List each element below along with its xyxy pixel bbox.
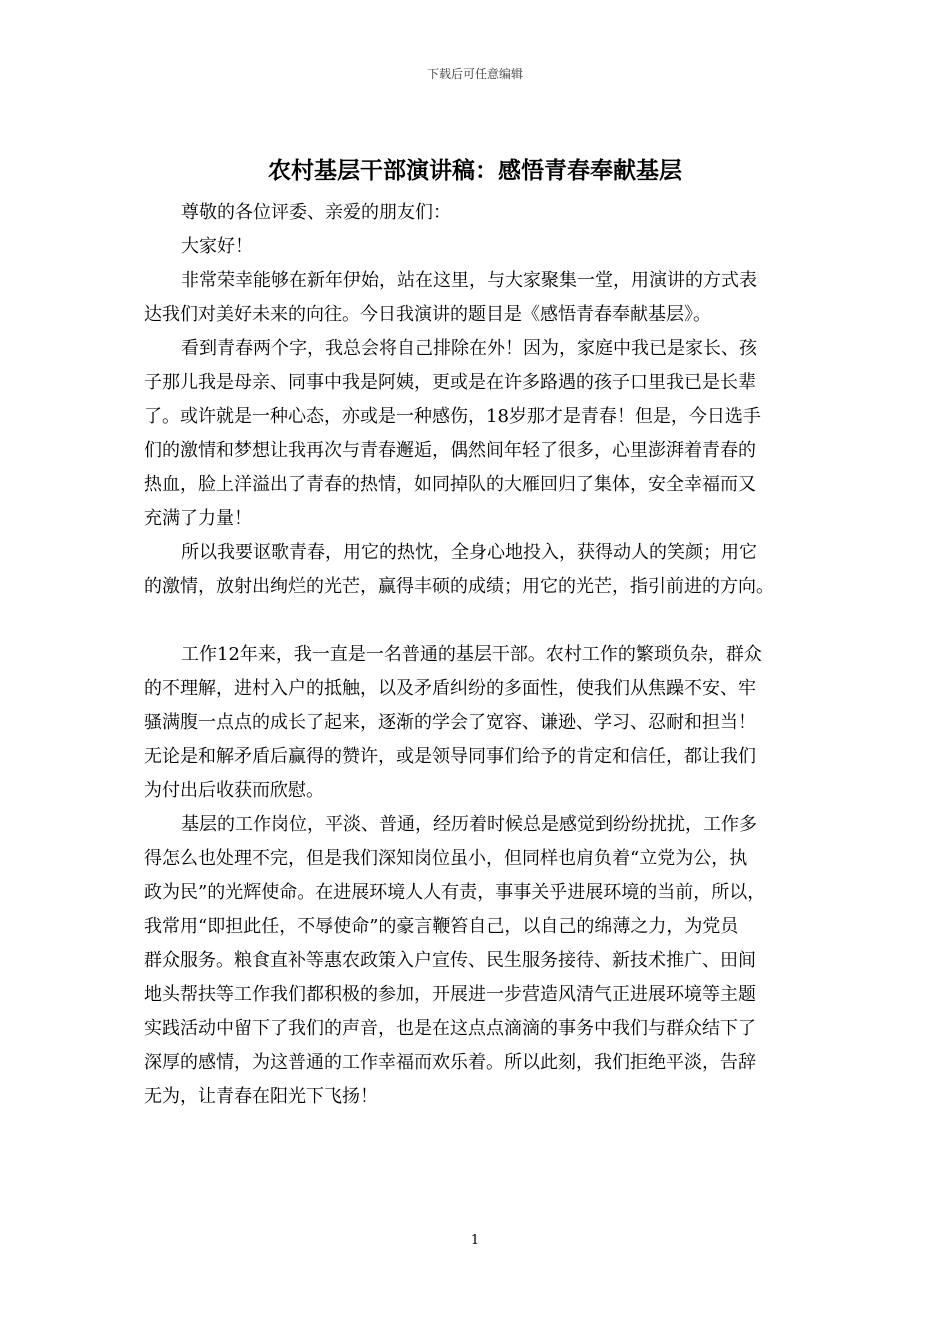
text-line: 的激情，放射出绚烂的光芒，赢得丰硕的成绩；用它的光芒，指引前进的方向。 <box>144 576 774 597</box>
text-line: 实践活动中留下了我们的声音，也是在这点点滴滴的事务中我们与群众结下了 <box>144 1018 756 1039</box>
paragraph-praise <box>144 536 819 604</box>
blank-line <box>144 604 819 638</box>
paragraph-greeting <box>144 230 819 264</box>
paragraph-intro <box>144 264 819 332</box>
text-line: 充满了力量！ <box>144 508 252 529</box>
text-line: 地头帮扶等工作我们都积极的参加，开展进一步营造风清气正进展环境等主题 <box>144 984 756 1005</box>
text-line: 得怎么也处理不完，但是我们深知岗位虽小，但同样也肩负着“立党为公，执 <box>144 848 748 869</box>
paragraph-youth <box>144 332 819 536</box>
text-line: 政为民”的光辉使命。在进展环境人人有责，事事关乎进展环境的当前，所以， <box>144 882 766 903</box>
paragraph-grassroots <box>144 808 819 1114</box>
text-line: 工作12年来，我一直是一名普通的基层干部。农村工作的繁琐负杂，群众 <box>181 644 762 665</box>
text-line: 非常荣幸能够在新年伊始，站在这里，与大家聚集一堂，用演讲的方式表 <box>181 270 757 291</box>
paragraph-work-years <box>144 638 819 808</box>
paragraph-salutation <box>144 196 819 230</box>
page-number: 1 <box>470 1233 480 1248</box>
text-line: 骚满腹一点点的成长了起来，逐渐的学会了宽容、谦逊、学习、忍耐和担当！ <box>144 712 756 733</box>
page-header-note: 下载后可任意编辑 <box>426 67 523 81</box>
text-line: 达我们对美好未来的向往。今日我演讲的题目是《感悟青春奉献基层》。 <box>144 304 711 325</box>
text-line: 的不理解，进村入户的抵触，以及矛盾纠纷的多面性，使我们从焦躁不安、牢 <box>144 678 756 699</box>
text-line: 群众服务。粮食直补等惠农政策入户宣传、民生服务接待、新技术推广、田间 <box>144 950 756 971</box>
text-line: 无为，让青春在阳光下飞扬！ <box>144 1086 378 1107</box>
text-line: 尊敬的各位评委、亲爱的朋友们： <box>181 202 451 223</box>
text-line: 基层的工作岗位，平淡、普通，经历着时候总是感觉到纷纷扰扰，工作多 <box>181 814 757 835</box>
text-line: 我常用“即担此任，不辱使命”的豪言鞭笞自己，以自己的绵薄之力，为党员 <box>144 916 739 937</box>
text-line: 深厚的感情，为这普通的工作幸福而欢乐着。所以此刻，我们拒绝平淡，告辞 <box>144 1052 756 1073</box>
text-line: 看到青春两个字，我总会将自己排除在外！因为，家庭中我已是家长、孩 <box>181 338 757 359</box>
text-line: 大家好！ <box>181 236 253 257</box>
text-line: 为付出后收获而欣慰。 <box>144 780 324 801</box>
text-line: 了。或许就是一种心态，亦或是一种感伤，18岁那才是青春！但是，今日选手 <box>144 406 761 427</box>
document-body <box>144 196 819 1114</box>
document-title: 农村基层干部演讲稿：感悟青春奉献基层 <box>268 157 682 184</box>
text-line: 所以我要讴歌青春，用它的热忱，全身心地投入，获得动人的笑颜；用它 <box>181 542 757 563</box>
text-line: 子那儿我是母亲、同事中我是阿姨，更或是在许多路遇的孩子口里我已是长辈 <box>144 372 756 393</box>
text-line: 无论是和解矛盾后赢得的赞许，或是领导同事们给予的肯定和信任，都让我们 <box>144 746 756 767</box>
text-line: 们的激情和梦想让我再次与青春邂逅，偶然间年轻了很多，心里澎湃着青春的 <box>144 440 756 461</box>
text-line: 热血，脸上洋溢出了青春的热情，如同掉队的大雁回归了集体，安全幸福而又 <box>144 474 756 495</box>
